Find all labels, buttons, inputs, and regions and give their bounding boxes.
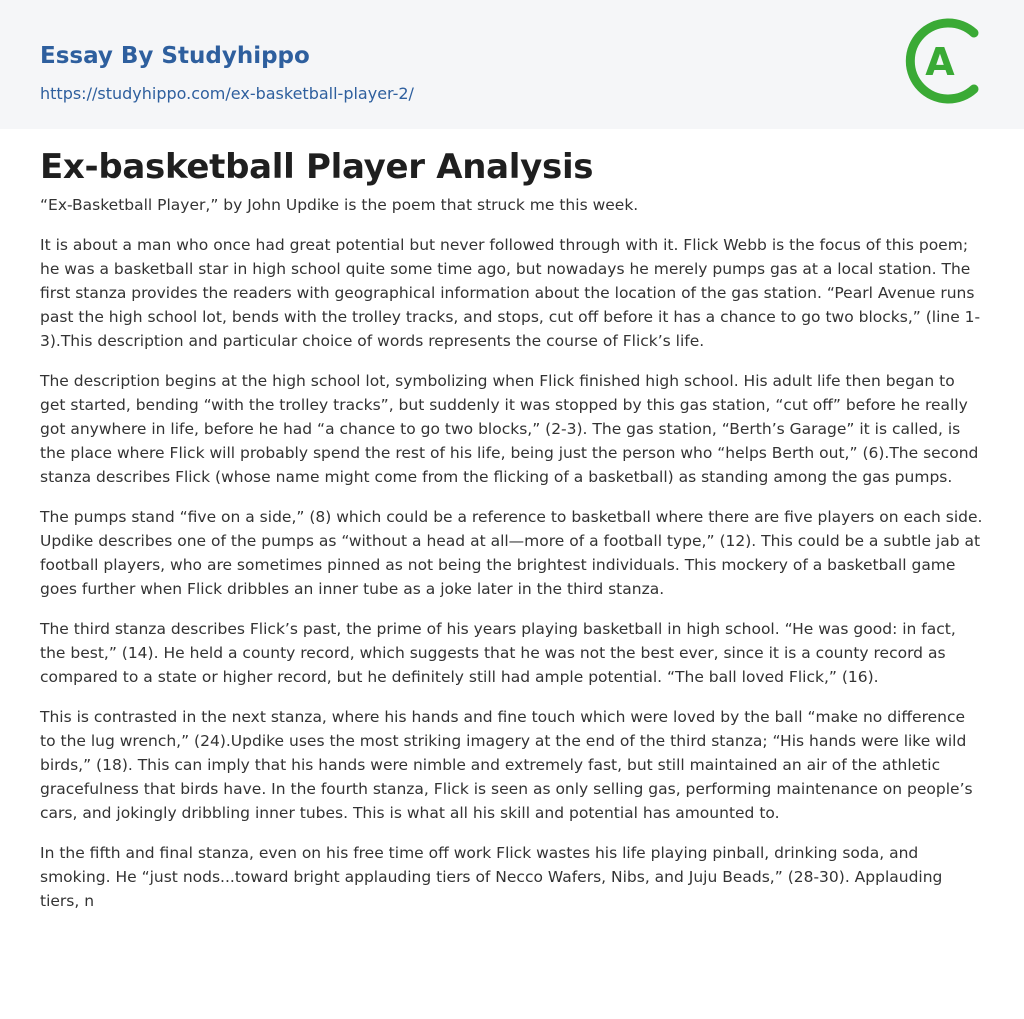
- logo-letter: A: [925, 40, 955, 84]
- paragraph: This is contrasted in the next stanza, where his hands and fine touch which were loved by the ball “make no difference to the lug wrench,” (24).Updike uses the most striking imagery at the end of the third stanza; “His hands were like wild birds,” (18). This can imply that his hands were nimble and extremely fast, but still maintained an air of the athletic gracefulness that birds have. In the fourth stanza, Flick is seen as only selling gas, performing maintenance on people’s cars, and jokingly dribbling inner tubes. This is what all his skill and potential has amounted to.: [40, 708, 973, 822]
- paragraph: The pumps stand “five on a side,” (8) which could be a reference to basketball where there are five players on each side. Updike describes one of the pumps as “without a head at all—more of a football type,” (12). This could be a subtle jab at football players, who are sometimes pinned as not being the brightest individuals. This mockery of a basketball game goes further when Flick dribbles an inner tube as a joke later in the third stanza.: [40, 508, 983, 598]
- site-title[interactable]: Essay By Studyhippo: [40, 43, 310, 69]
- source-url-link[interactable]: https://studyhippo.com/ex-basketball-player-2/: [40, 84, 414, 103]
- paragraph: The description begins at the high school lot, symbolizing when Flick finished high school. His adult life then began to get started, bending “with the trolley tracks”, but suddenly it was stopped by this gas station, “cut off” before he really got anywhere in life, before he had “a chance to go two blocks,” (2-3). The gas station, “Berth’s Garage” it is called, is the place where Flick will probably spend the rest of his life, being just the person who “helps Berth out,” (6).The second stanza describes Flick (whose name might come from the flicking of a basketball) as standing among the gas pumps.: [40, 372, 979, 486]
- page-title: Ex-basketball Player Analysis: [40, 147, 594, 187]
- paragraph: “Ex-Basketball Player,” by John Updike is the poem that struck me this week.: [40, 196, 639, 214]
- paragraph: In the fifth and final stanza, even on his free time off work Flick wastes his life playing pinball, drinking soda, and smoking. He “just nods...toward bright applauding tiers of Necco Wafers, Nibs, and Juju Beads,” (28-30). Applauding tiers, n: [40, 844, 943, 910]
- paragraph: It is about a man who once had great potential but never followed through with it. Flick Webb is the focus of this poem; he was a basketball star in high school quite some time ago, but nowadays he merely pumps gas at a local station. The first stanza provides the readers with geographical information about the location of the gas station. “Pearl Avenue runs past the high school lot, bends with the trolley tracks, and stops, cut off before it has a chance to go two blocks,” (line 1-3).This description and particular choice of words represents the course of Flick’s life.: [40, 236, 981, 350]
- paragraph: The third stanza describes Flick’s past, the prime of his years playing basketball in high school. “He was good: in fact, the best,” (14). He held a county record, which suggests that he was not the best ever, since it is a county record as compared to a state or higher record, but he definitely still had ample potential. “The ball loved Flick,” (16).: [40, 620, 956, 686]
- article-body: [40, 193, 984, 913]
